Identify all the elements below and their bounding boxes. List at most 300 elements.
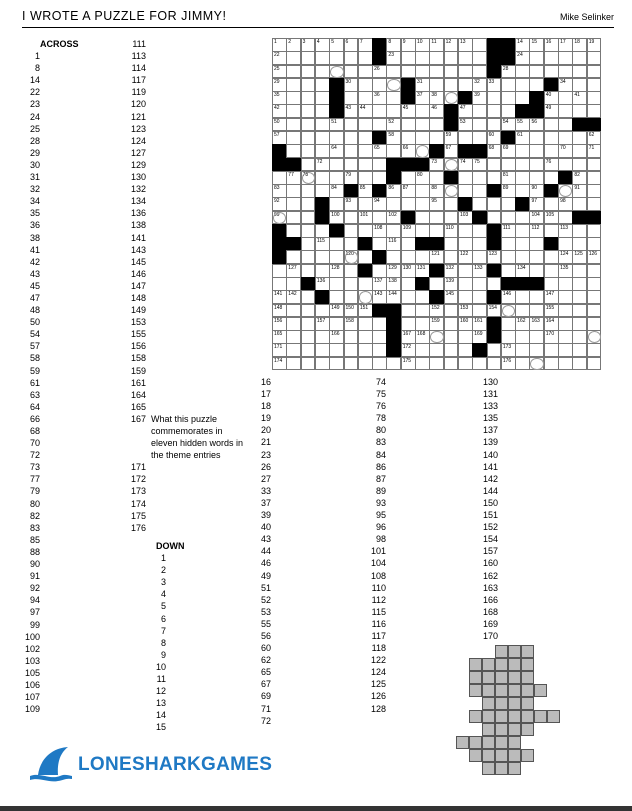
grid-cell[interactable] (458, 131, 473, 145)
grid-cell[interactable] (301, 197, 316, 211)
grid-cell[interactable] (558, 131, 573, 145)
grid-cell[interactable] (372, 277, 387, 291)
grid-cell[interactable] (329, 277, 344, 291)
grid-cell[interactable] (587, 144, 602, 158)
grid-cell[interactable] (558, 317, 573, 331)
grid-cell[interactable] (315, 91, 330, 105)
grid-cell[interactable] (458, 357, 473, 371)
grid-cell[interactable] (286, 65, 301, 79)
grid-cell[interactable] (272, 277, 287, 291)
grid-cell[interactable] (344, 317, 359, 331)
grid-cell[interactable] (344, 197, 359, 211)
grid-cell[interactable] (329, 184, 344, 198)
grid-cell[interactable] (358, 65, 373, 79)
grid-cell[interactable] (458, 65, 473, 79)
grid-cell[interactable] (558, 144, 573, 158)
grid-cell[interactable] (344, 78, 359, 92)
grid-cell[interactable] (572, 184, 587, 198)
grid-cell[interactable] (415, 330, 430, 344)
grid-cell[interactable] (544, 171, 559, 185)
grid-cell[interactable] (558, 211, 573, 225)
grid-cell[interactable] (558, 330, 573, 344)
grid-cell[interactable] (415, 118, 430, 132)
grid-cell[interactable] (529, 250, 544, 264)
grid-cell[interactable] (572, 38, 587, 52)
grid-cell[interactable] (344, 330, 359, 344)
grid-cell[interactable] (558, 357, 573, 371)
grid-cell[interactable] (358, 78, 373, 92)
grid-cell[interactable] (286, 317, 301, 331)
grid-cell[interactable] (558, 78, 573, 92)
grid-cell[interactable] (558, 158, 573, 172)
grid-cell[interactable] (529, 184, 544, 198)
grid-cell[interactable] (358, 357, 373, 371)
grid-cell[interactable] (415, 264, 430, 278)
grid-cell[interactable] (286, 51, 301, 65)
grid-cell[interactable] (515, 211, 530, 225)
grid-cell[interactable] (515, 330, 530, 344)
grid-cell[interactable] (272, 330, 287, 344)
grid-cell[interactable] (429, 118, 444, 132)
grid-cell[interactable] (472, 224, 487, 238)
grid-cell[interactable] (544, 144, 559, 158)
grid-cell[interactable] (344, 290, 359, 304)
grid-cell[interactable] (301, 158, 316, 172)
grid-cell[interactable] (315, 343, 330, 357)
grid-cell[interactable] (329, 51, 344, 65)
grid-cell[interactable] (572, 131, 587, 145)
grid-cell[interactable] (415, 343, 430, 357)
grid-cell[interactable] (529, 51, 544, 65)
grid-cell[interactable] (444, 343, 459, 357)
grid-cell[interactable] (587, 65, 602, 79)
grid-cell[interactable] (429, 184, 444, 198)
grid-cell[interactable] (358, 38, 373, 52)
grid-cell[interactable] (415, 171, 430, 185)
grid-cell[interactable] (315, 144, 330, 158)
grid-cell[interactable] (572, 277, 587, 291)
grid-cell[interactable] (315, 38, 330, 52)
grid-cell[interactable] (358, 184, 373, 198)
grid-cell[interactable] (515, 118, 530, 132)
grid-cell[interactable] (286, 304, 301, 318)
grid-cell[interactable] (487, 104, 502, 118)
grid-cell[interactable] (587, 91, 602, 105)
grid-cell[interactable] (515, 317, 530, 331)
grid-cell[interactable] (286, 78, 301, 92)
grid-cell[interactable] (444, 78, 459, 92)
grid-cell[interactable] (315, 304, 330, 318)
grid-cell[interactable] (301, 317, 316, 331)
grid-cell[interactable] (344, 158, 359, 172)
grid-cell[interactable] (344, 65, 359, 79)
grid-cell[interactable] (301, 184, 316, 198)
grid-cell[interactable] (515, 144, 530, 158)
grid-cell[interactable] (529, 304, 544, 318)
grid-cell[interactable] (572, 237, 587, 251)
grid-cell[interactable] (372, 65, 387, 79)
grid-cell[interactable] (515, 250, 530, 264)
grid-cell[interactable] (386, 144, 401, 158)
grid-cell[interactable] (472, 237, 487, 251)
grid-cell[interactable] (458, 78, 473, 92)
grid-cell[interactable] (329, 171, 344, 185)
grid-cell[interactable] (315, 224, 330, 238)
grid-cell[interactable] (401, 317, 416, 331)
grid-cell[interactable] (301, 290, 316, 304)
grid-cell[interactable] (415, 317, 430, 331)
grid-cell[interactable] (415, 290, 430, 304)
grid-cell[interactable] (344, 171, 359, 185)
grid-cell[interactable] (386, 65, 401, 79)
grid-cell[interactable] (587, 357, 602, 371)
grid-cell[interactable] (358, 304, 373, 318)
grid-cell[interactable] (458, 290, 473, 304)
grid-cell[interactable] (515, 290, 530, 304)
grid-cell[interactable] (401, 118, 416, 132)
grid-cell[interactable] (286, 171, 301, 185)
grid-cell[interactable] (401, 277, 416, 291)
grid-cell[interactable] (501, 91, 516, 105)
grid-cell[interactable] (515, 65, 530, 79)
grid-cell[interactable] (487, 171, 502, 185)
grid-cell[interactable] (358, 277, 373, 291)
grid-cell[interactable] (587, 343, 602, 357)
grid-cell[interactable] (429, 158, 444, 172)
grid-cell[interactable] (401, 264, 416, 278)
grid-cell[interactable] (286, 264, 301, 278)
grid-cell[interactable] (286, 343, 301, 357)
grid-cell[interactable] (429, 224, 444, 238)
grid-cell[interactable] (329, 144, 344, 158)
grid-cell[interactable] (372, 237, 387, 251)
grid-cell[interactable] (415, 38, 430, 52)
grid-cell[interactable] (315, 78, 330, 92)
grid-cell[interactable] (544, 304, 559, 318)
grid-cell[interactable] (501, 264, 516, 278)
grid-cell[interactable] (344, 38, 359, 52)
grid-cell[interactable] (429, 250, 444, 264)
grid-cell[interactable] (329, 118, 344, 132)
grid-cell[interactable] (444, 277, 459, 291)
grid-cell[interactable] (458, 171, 473, 185)
grid-cell[interactable] (515, 131, 530, 145)
grid-cell[interactable] (315, 264, 330, 278)
grid-cell[interactable] (344, 91, 359, 105)
grid-cell[interactable] (429, 131, 444, 145)
grid-cell[interactable] (344, 118, 359, 132)
grid-cell[interactable] (286, 211, 301, 225)
grid-cell[interactable] (344, 224, 359, 238)
grid-cell[interactable] (558, 277, 573, 291)
grid-cell[interactable] (544, 264, 559, 278)
grid-cell[interactable] (444, 237, 459, 251)
grid-cell[interactable] (529, 211, 544, 225)
grid-cell[interactable] (372, 118, 387, 132)
grid-cell[interactable] (329, 343, 344, 357)
grid-cell[interactable] (329, 357, 344, 371)
grid-cell[interactable] (444, 51, 459, 65)
grid-cell[interactable] (529, 264, 544, 278)
grid-cell[interactable] (272, 290, 287, 304)
grid-cell[interactable] (444, 65, 459, 79)
grid-cell[interactable] (301, 250, 316, 264)
grid-cell[interactable] (429, 304, 444, 318)
grid-cell[interactable] (572, 304, 587, 318)
grid-cell[interactable] (515, 38, 530, 52)
grid-cell[interactable] (386, 197, 401, 211)
grid-cell[interactable] (444, 304, 459, 318)
grid-cell[interactable] (429, 357, 444, 371)
grid-cell[interactable] (444, 250, 459, 264)
grid-cell[interactable] (501, 144, 516, 158)
grid-cell[interactable] (386, 118, 401, 132)
grid-cell[interactable] (386, 264, 401, 278)
grid-cell[interactable] (272, 317, 287, 331)
grid-cell[interactable] (358, 118, 373, 132)
grid-cell[interactable] (272, 304, 287, 318)
grid-cell[interactable] (472, 118, 487, 132)
grid-cell[interactable] (272, 118, 287, 132)
grid-cell[interactable] (386, 131, 401, 145)
grid-cell[interactable] (558, 118, 573, 132)
grid-cell[interactable] (301, 78, 316, 92)
grid-cell[interactable] (587, 277, 602, 291)
grid-cell[interactable] (401, 304, 416, 318)
grid-cell[interactable] (415, 131, 430, 145)
grid-cell[interactable] (301, 91, 316, 105)
grid-cell[interactable] (558, 51, 573, 65)
grid-cell[interactable] (401, 144, 416, 158)
grid-cell[interactable] (572, 330, 587, 344)
grid-cell[interactable] (458, 317, 473, 331)
grid-cell[interactable] (372, 171, 387, 185)
grid-cell[interactable] (529, 171, 544, 185)
grid-cell[interactable] (444, 224, 459, 238)
grid-cell[interactable] (358, 158, 373, 172)
grid-cell[interactable] (372, 197, 387, 211)
grid-cell[interactable] (472, 304, 487, 318)
grid-cell[interactable] (544, 277, 559, 291)
grid-cell[interactable] (501, 330, 516, 344)
grid-cell[interactable] (572, 144, 587, 158)
grid-cell[interactable] (429, 104, 444, 118)
grid-cell[interactable] (386, 91, 401, 105)
grid-cell[interactable] (429, 38, 444, 52)
grid-cell[interactable] (272, 91, 287, 105)
grid-cell[interactable] (301, 357, 316, 371)
grid-cell[interactable] (272, 264, 287, 278)
grid-cell[interactable] (415, 304, 430, 318)
grid-cell[interactable] (272, 65, 287, 79)
grid-cell[interactable] (458, 224, 473, 238)
grid-cell[interactable] (344, 104, 359, 118)
grid-cell[interactable] (444, 131, 459, 145)
grid-cell[interactable] (472, 357, 487, 371)
grid-cell[interactable] (358, 51, 373, 65)
grid-cell[interactable] (529, 197, 544, 211)
grid-cell[interactable] (544, 224, 559, 238)
grid-cell[interactable] (286, 131, 301, 145)
grid-cell[interactable] (401, 65, 416, 79)
grid-cell[interactable] (315, 330, 330, 344)
grid-cell[interactable] (358, 224, 373, 238)
grid-cell[interactable] (401, 343, 416, 357)
grid-cell[interactable] (344, 304, 359, 318)
grid-cell[interactable] (329, 317, 344, 331)
grid-cell[interactable] (329, 304, 344, 318)
grid-cell[interactable] (529, 78, 544, 92)
grid-cell[interactable] (286, 197, 301, 211)
grid-cell[interactable] (444, 317, 459, 331)
grid-cell[interactable] (372, 317, 387, 331)
grid-cell[interactable] (558, 304, 573, 318)
grid-cell[interactable] (544, 104, 559, 118)
grid-cell[interactable] (487, 118, 502, 132)
grid-cell[interactable] (501, 224, 516, 238)
grid-cell[interactable] (458, 158, 473, 172)
grid-cell[interactable] (301, 144, 316, 158)
grid-cell[interactable] (301, 51, 316, 65)
grid-cell[interactable] (272, 104, 287, 118)
grid-cell[interactable] (429, 91, 444, 105)
grid-cell[interactable] (515, 158, 530, 172)
grid-cell[interactable] (429, 317, 444, 331)
grid-cell[interactable] (372, 264, 387, 278)
grid-cell[interactable] (401, 51, 416, 65)
grid-cell[interactable] (544, 250, 559, 264)
grid-cell[interactable] (415, 65, 430, 79)
grid-cell[interactable] (344, 357, 359, 371)
grid-cell[interactable] (444, 38, 459, 52)
grid-cell[interactable] (286, 38, 301, 52)
grid-cell[interactable] (487, 250, 502, 264)
grid-cell[interactable] (458, 330, 473, 344)
grid-cell[interactable] (344, 277, 359, 291)
grid-cell[interactable] (329, 158, 344, 172)
grid-cell[interactable] (429, 211, 444, 225)
grid-cell[interactable] (315, 118, 330, 132)
grid-cell[interactable] (501, 357, 516, 371)
grid-cell[interactable] (301, 104, 316, 118)
grid-cell[interactable] (501, 211, 516, 225)
crossword-grid[interactable] (272, 38, 601, 370)
grid-cell[interactable] (272, 171, 287, 185)
grid-cell[interactable] (386, 104, 401, 118)
grid-cell[interactable] (429, 197, 444, 211)
grid-cell[interactable] (587, 158, 602, 172)
grid-cell[interactable] (272, 184, 287, 198)
grid-cell[interactable] (315, 184, 330, 198)
grid-cell[interactable] (458, 343, 473, 357)
grid-cell[interactable] (415, 78, 430, 92)
grid-cell[interactable] (315, 357, 330, 371)
grid-cell[interactable] (344, 211, 359, 225)
grid-cell[interactable] (315, 131, 330, 145)
grid-cell[interactable] (587, 38, 602, 52)
grid-cell[interactable] (487, 131, 502, 145)
grid-cell[interactable] (315, 317, 330, 331)
grid-cell[interactable] (558, 38, 573, 52)
grid-cell[interactable] (515, 224, 530, 238)
grid-cell[interactable] (501, 250, 516, 264)
grid-cell[interactable] (429, 343, 444, 357)
grid-cell[interactable] (558, 224, 573, 238)
grid-cell[interactable] (301, 237, 316, 251)
grid-cell[interactable] (286, 224, 301, 238)
grid-cell[interactable] (458, 304, 473, 318)
grid-cell[interactable] (501, 184, 516, 198)
grid-cell[interactable] (444, 357, 459, 371)
grid-cell[interactable] (472, 131, 487, 145)
grid-cell[interactable] (501, 65, 516, 79)
grid-cell[interactable] (501, 197, 516, 211)
grid-cell[interactable] (401, 38, 416, 52)
grid-cell[interactable] (587, 78, 602, 92)
grid-cell[interactable] (472, 277, 487, 291)
grid-cell[interactable] (487, 78, 502, 92)
grid-cell[interactable] (501, 237, 516, 251)
grid-cell[interactable] (472, 197, 487, 211)
grid-cell[interactable] (529, 330, 544, 344)
grid-cell[interactable] (286, 118, 301, 132)
grid-cell[interactable] (572, 78, 587, 92)
grid-cell[interactable] (472, 264, 487, 278)
grid-cell[interactable] (329, 131, 344, 145)
grid-cell[interactable] (329, 38, 344, 52)
grid-cell[interactable] (272, 131, 287, 145)
grid-cell[interactable] (487, 304, 502, 318)
grid-cell[interactable] (329, 211, 344, 225)
grid-cell[interactable] (358, 171, 373, 185)
grid-cell[interactable] (358, 343, 373, 357)
grid-cell[interactable] (386, 357, 401, 371)
grid-cell[interactable] (386, 51, 401, 65)
grid-cell[interactable] (329, 330, 344, 344)
grid-cell[interactable] (315, 51, 330, 65)
grid-cell[interactable] (429, 277, 444, 291)
grid-cell[interactable] (344, 264, 359, 278)
grid-cell[interactable] (286, 250, 301, 264)
grid-cell[interactable] (329, 250, 344, 264)
grid-cell[interactable] (415, 104, 430, 118)
grid-cell[interactable] (587, 290, 602, 304)
grid-cell[interactable] (401, 184, 416, 198)
grid-cell[interactable] (372, 290, 387, 304)
grid-cell[interactable] (272, 343, 287, 357)
grid-cell[interactable] (286, 184, 301, 198)
grid-cell[interactable] (372, 158, 387, 172)
grid-cell[interactable] (401, 357, 416, 371)
grid-cell[interactable] (544, 317, 559, 331)
grid-cell[interactable] (458, 250, 473, 264)
grid-cell[interactable] (358, 317, 373, 331)
grid-cell[interactable] (372, 91, 387, 105)
grid-cell[interactable] (444, 144, 459, 158)
grid-cell[interactable] (315, 250, 330, 264)
grid-cell[interactable] (529, 224, 544, 238)
grid-cell[interactable] (558, 65, 573, 79)
grid-cell[interactable] (286, 290, 301, 304)
grid-cell[interactable] (529, 65, 544, 79)
grid-cell[interactable] (301, 38, 316, 52)
grid-cell[interactable] (544, 330, 559, 344)
grid-cell[interactable] (386, 277, 401, 291)
grid-cell[interactable] (415, 224, 430, 238)
grid-cell[interactable] (286, 144, 301, 158)
grid-cell[interactable] (501, 158, 516, 172)
grid-cell[interactable] (472, 158, 487, 172)
